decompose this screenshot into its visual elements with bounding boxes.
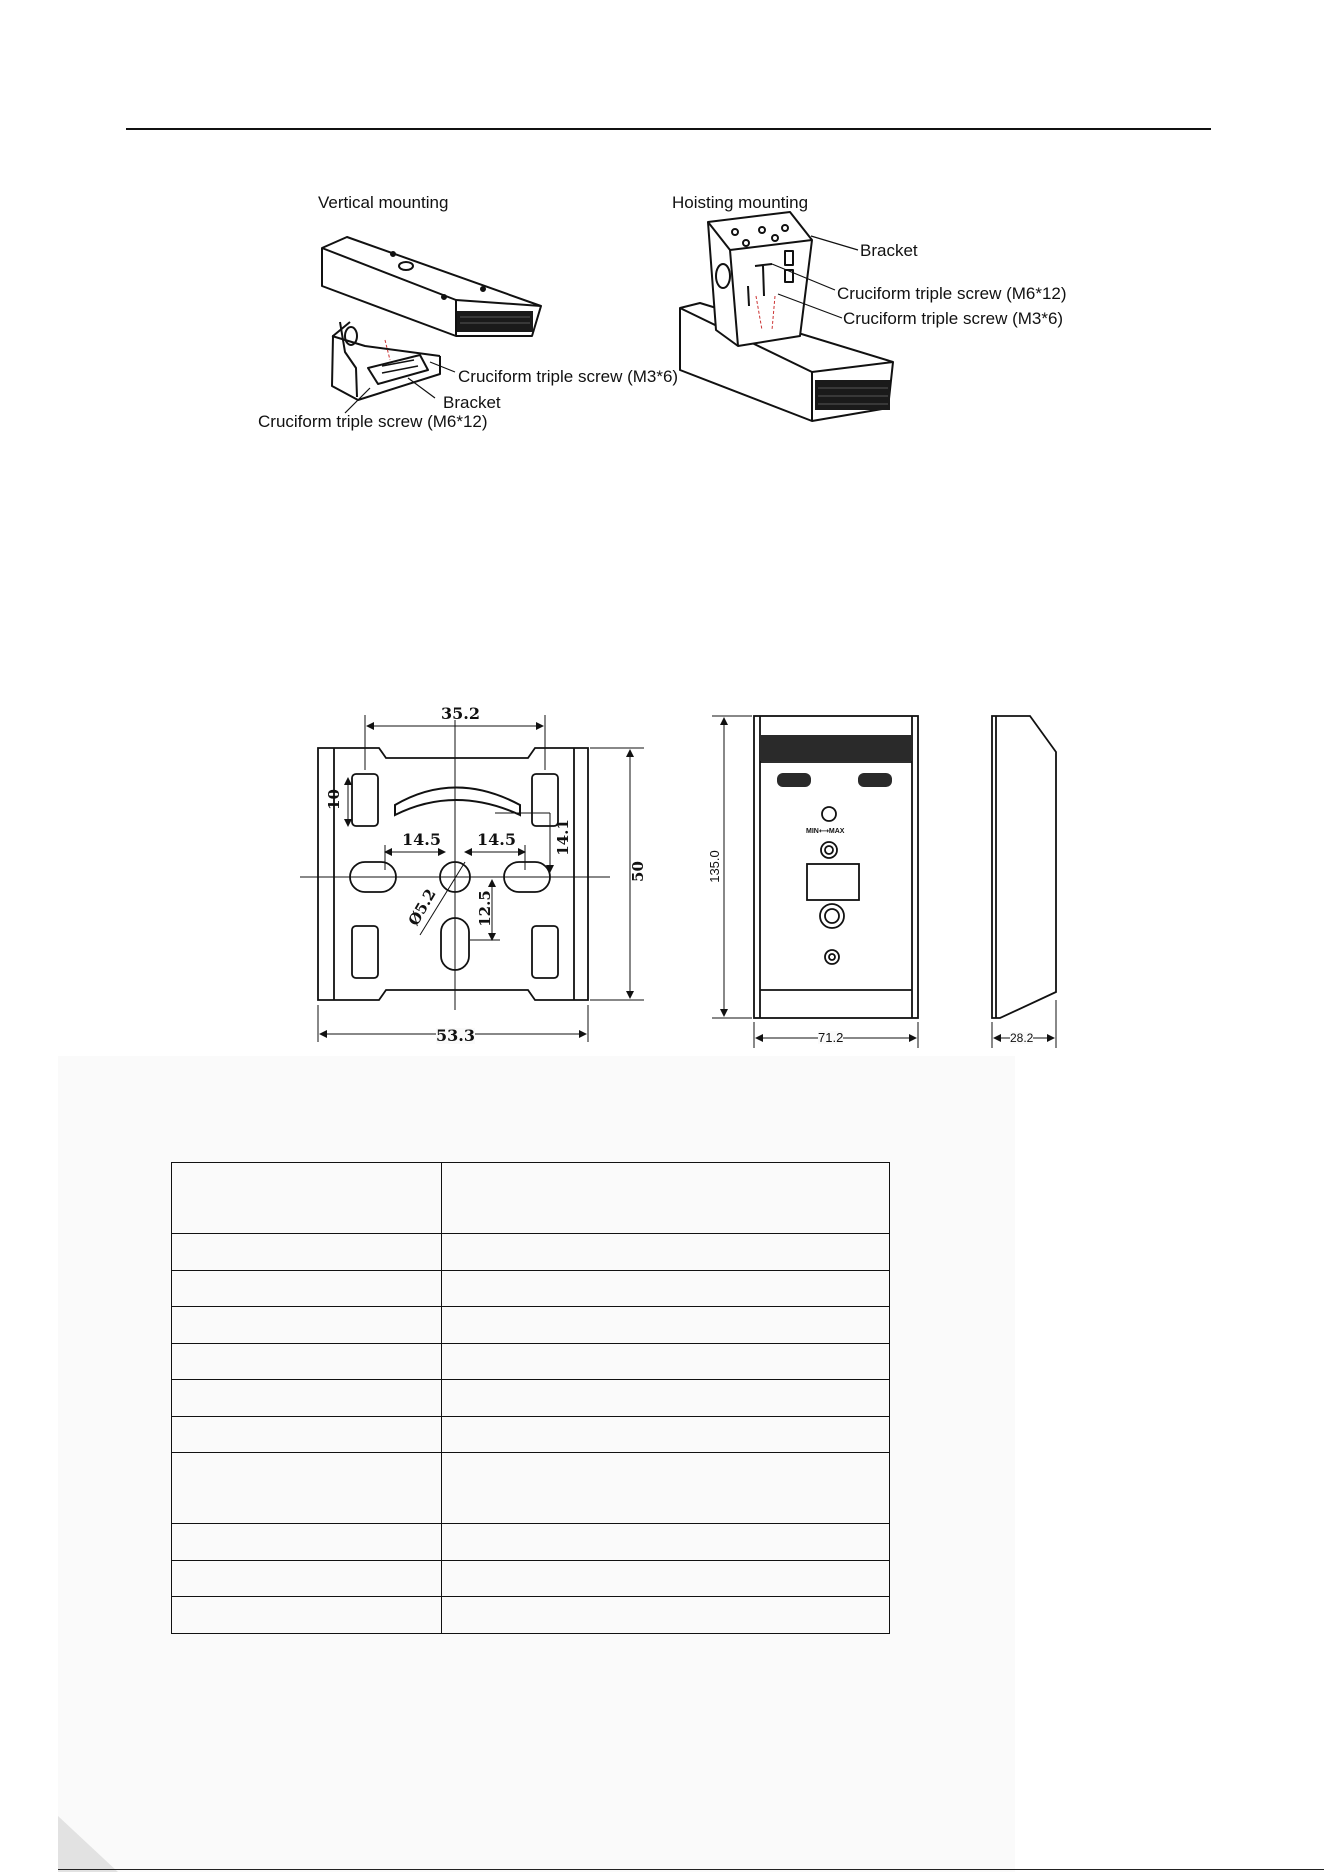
front-view-drawing bbox=[754, 716, 918, 1018]
spec-label-cell bbox=[172, 1416, 442, 1453]
spec-label-cell bbox=[172, 1234, 442, 1271]
spec-label-cell bbox=[172, 1453, 442, 1524]
spec-value-cell bbox=[442, 1234, 890, 1271]
spec-table-row bbox=[172, 1380, 890, 1417]
spec-table-row bbox=[172, 1270, 890, 1307]
vertical-mounting-title: Vertical mounting bbox=[318, 193, 449, 212]
spec-table-row bbox=[172, 1416, 890, 1453]
dim-slot-height: 10 bbox=[324, 789, 343, 810]
dim-right-spacing: 14.5 bbox=[477, 830, 516, 849]
dim-vertical-offset: 14.1 bbox=[553, 819, 572, 856]
dim-hole-diameter: Ø5.2 bbox=[404, 885, 440, 929]
spec-value-cell bbox=[442, 1524, 890, 1561]
spec-table-row bbox=[172, 1234, 890, 1271]
spec-value-cell bbox=[442, 1597, 890, 1634]
footer-rule bbox=[58, 1869, 1324, 1870]
knob-label: MIN⟷MAX bbox=[806, 828, 845, 835]
hoisting-callout-screw-m6: Cruciform triple screw (M6*12) bbox=[837, 284, 1067, 303]
spec-label-cell bbox=[172, 1560, 442, 1597]
side-view-drawing bbox=[992, 716, 1056, 1018]
spec-label-cell bbox=[172, 1524, 442, 1561]
spec-table-row bbox=[172, 1307, 890, 1344]
spec-label-cell bbox=[172, 1270, 442, 1307]
dim-front-width: 71.2 bbox=[818, 1030, 844, 1045]
dim-plate-height: 50 bbox=[628, 861, 647, 882]
vertical-callout-bracket: Bracket bbox=[443, 393, 501, 412]
spec-value-cell bbox=[442, 1270, 890, 1307]
spec-table-row bbox=[172, 1524, 890, 1561]
dim-bottom-width: 53.3 bbox=[436, 1026, 475, 1045]
hoisting-mounting-title: Hoisting mounting bbox=[672, 193, 809, 212]
dim-side-depth: 28.2 bbox=[1010, 1031, 1034, 1045]
dim-front-height: 135.0 bbox=[706, 850, 722, 883]
spec-value-cell bbox=[442, 1343, 890, 1380]
spec-label-cell bbox=[172, 1307, 442, 1344]
dim-left-spacing: 14.5 bbox=[402, 830, 441, 849]
spec-label-cell bbox=[172, 1380, 442, 1417]
vertical-callout-screw-m3: Cruciform triple screw (M3*6) bbox=[458, 367, 679, 386]
spec-table-row bbox=[172, 1163, 890, 1234]
spec-table-row bbox=[172, 1343, 890, 1380]
page-corner-fold bbox=[58, 1816, 118, 1872]
spec-label-cell bbox=[172, 1597, 442, 1634]
spec-label-cell bbox=[172, 1343, 442, 1380]
spec-label-cell bbox=[172, 1163, 442, 1234]
hoisting-callout-screw-m3: Cruciform triple screw (M3*6) bbox=[843, 309, 1064, 328]
spec-value-cell bbox=[442, 1560, 890, 1597]
spec-value-cell bbox=[442, 1416, 890, 1453]
dim-lower-offset: 12.5 bbox=[475, 890, 494, 927]
spec-table-row bbox=[172, 1597, 890, 1634]
spec-value-cell bbox=[442, 1163, 890, 1234]
spec-table bbox=[171, 1162, 890, 1634]
vertical-callout-screw-m6: Cruciform triple screw (M6*12) bbox=[258, 412, 488, 431]
hoisting-callout-bracket: Bracket bbox=[860, 241, 918, 260]
spec-value-cell bbox=[442, 1380, 890, 1417]
spec-value-cell bbox=[442, 1453, 890, 1524]
dim-top-width: 35.2 bbox=[441, 704, 480, 723]
spec-value-cell bbox=[442, 1307, 890, 1344]
spec-table-row bbox=[172, 1560, 890, 1597]
spec-table-row bbox=[172, 1453, 890, 1524]
mounting-plate-drawing bbox=[318, 748, 588, 1000]
